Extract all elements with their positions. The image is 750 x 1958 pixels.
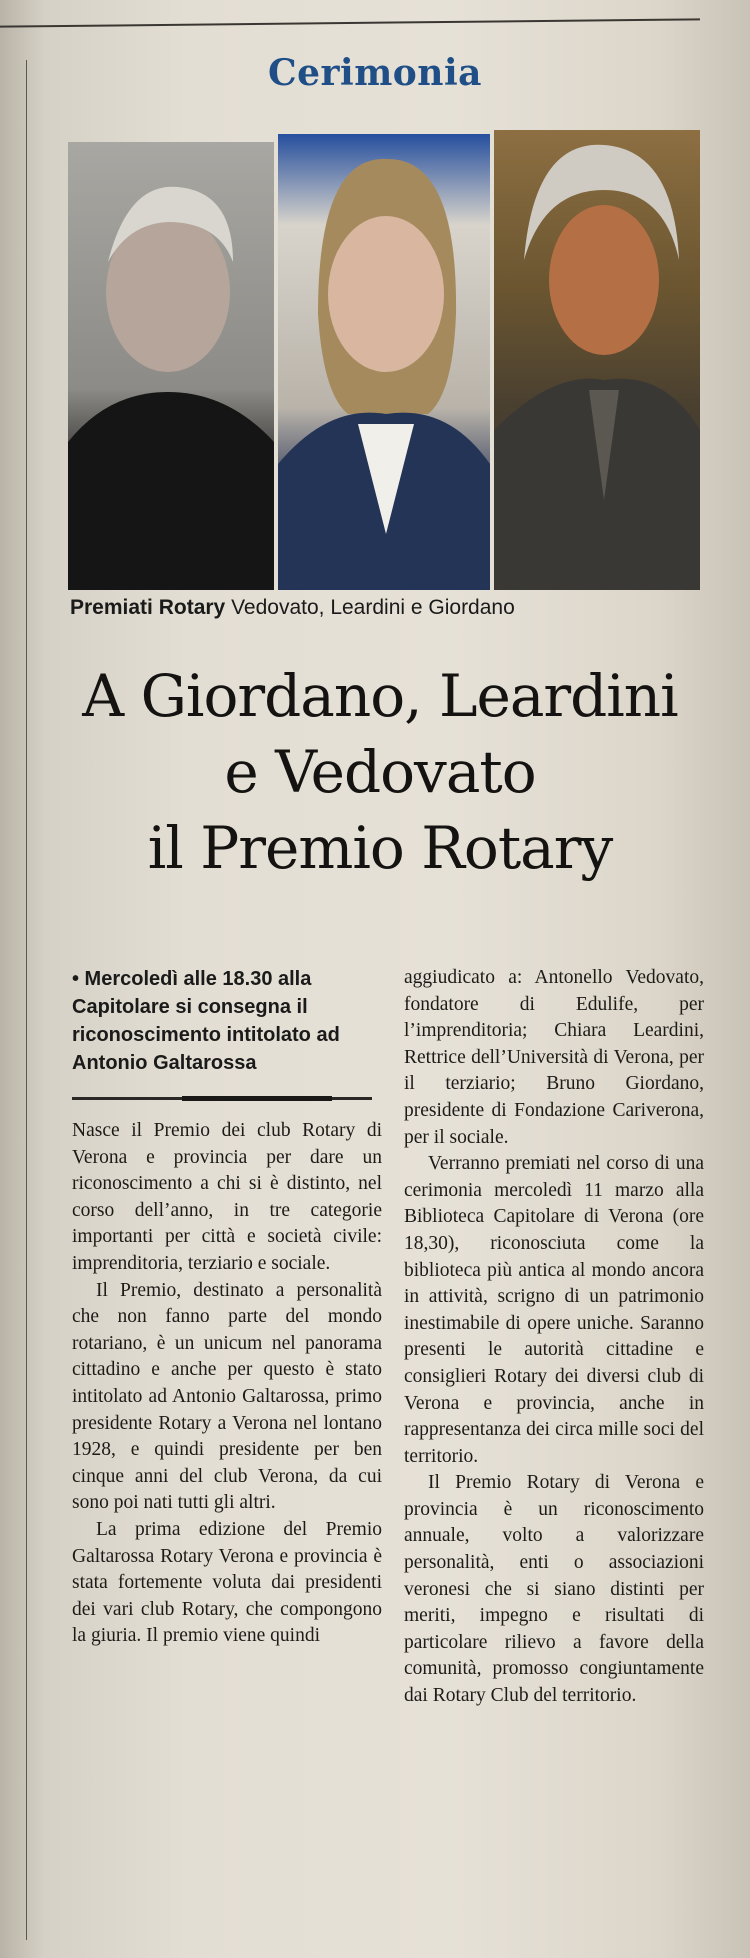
headline: [40, 658, 720, 886]
body-paragraph: Il Premio Rotary di Verona e provincia è un riconoscimento annuale, volto a valorizzare personalità, enti o associazioni veronesi che si siano distinti per meriti, impegno e risultati di particolare rilievo a favore della comunità, promosso congiuntamente dai Rotary Club del territorio.: [404, 1472, 704, 1707]
section-label: Cerimonia: [268, 52, 482, 94]
lead-summary: • Mercoledì alle 18.30 alla Capitolare si consegna il riconoscimento intitolato ad Antonio Galtarossa: [72, 968, 340, 1074]
caption-text: Vedovato, Leardini e Giordano: [225, 596, 515, 619]
caption-bold: Premiati Rotary: [70, 596, 226, 619]
headline-line-1: A Giordano, Leardini: [82, 662, 678, 730]
article-column-right: [404, 965, 704, 1710]
column-rule: [26, 60, 27, 1940]
headline-line-2: e Vedovato: [224, 738, 536, 806]
portrait-leardini: [278, 134, 490, 590]
portrait-giordano: [494, 130, 700, 590]
headline-line-3: il Premio Rotary: [147, 814, 613, 882]
photo-caption: [70, 596, 515, 620]
body-paragraph: aggiudicato a: Antonello Vedovato, fondatore di Edulife, per l’imprenditoria; Chiara Leardini, Rettrice dell’Università di Verona, per il terziario; Bruno Giordano, presidente di Fondazione Cariverona, per il sociale.: [404, 967, 704, 1148]
photo-strip: [68, 130, 700, 590]
body-paragraph: La prima edizione del Premio Galtarossa Rotary Verona e provincia è stata fortemente voluta dai presidenti dei vari club Rotary, che compongono la giuria. Il premio viene quindi: [72, 1518, 382, 1647]
page-top-rule: [0, 18, 700, 27]
lead-separator: [72, 1097, 372, 1100]
body-paragraph: Verranno premiati nel corso di una cerimonia mercoledì 11 marzo alla Biblioteca Capitolare di Verona (ore 18,30), riconosciuta come la biblioteca più antica al mondo ancora in attività, scrigno di un patrimonio inestimabile di opere uniche. Saranno presenti le autorità cittadine e consiglieri Rotary dei diversi club di Verona e provincia, anche in rappresentanza dei circa mille soci del territorio.: [404, 1153, 704, 1467]
article-column-left: [72, 965, 382, 1650]
body-paragraph: Il Premio, destinato a personalità che non fanno parte del mondo rotariano, è un unicum nel panorama cittadino e anche per questo è stato intitolato ad Antonio Galtarossa, primo presidente Rotary a Verona nel lontano 1928, e quindi presidente per ben cinque anni del club Verona, da cui sono poi nati tutti gli altri.: [72, 1279, 382, 1514]
portrait-vedovato: [68, 142, 274, 590]
body-paragraph: Nasce il Premio dei club Rotary di Verona e provincia per dare un riconoscimento a chi si è distinto, nel corso dell’anno, in tre categorie importanti per città e società civile: imprenditoria, terziario e sociale.: [72, 1120, 382, 1274]
